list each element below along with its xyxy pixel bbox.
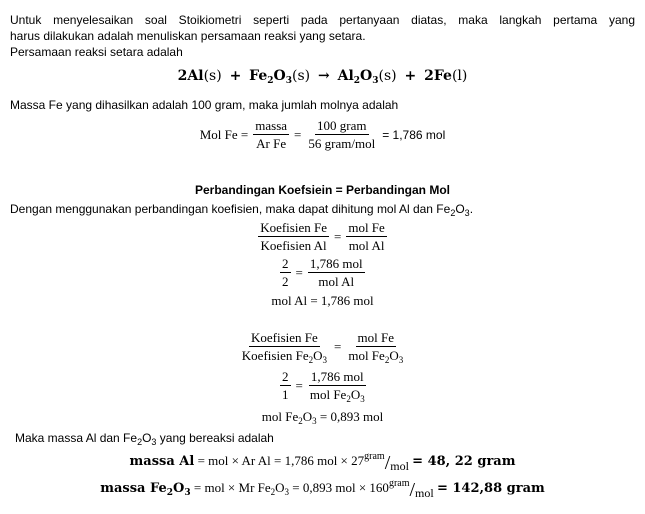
mol-fe-equation: Mol Fe = $\frac{\text{massa}}{\text{Ar Fe}}$ = $\frac{\text{100 gram}}{\text{56 gram/mol}}$ = 1,786 mol bbox=[199, 118, 446, 151]
massa-fe2o3-equation: massa $Fe_2O_3$ = mol × Mr $Fe_2O_3 = 0,893$ mol × $160^{gram}/_{mol} = 142,88$ gram bbox=[100, 478, 545, 501]
mass-fe-text: Massa Fe yang dihasilkan adalah 100 gram, maka jumlah molnya adalah bbox=[10, 98, 399, 112]
intro-line-2: harus dilakukan adalah menuliskan persamaan reaksi yang setara. bbox=[10, 29, 366, 43]
maka-text: Maka massa Al dan $Fe_2O_3$ yang bereaksi adalah bbox=[15, 431, 274, 447]
al-ratio-row-2: $\frac{2}{2}$ = $\frac{\text{1,786 mol}}{\text{mol Al}}$ bbox=[282, 256, 363, 289]
fe2o3-result: mol $Fe_2O_3 = 0,893$ mol bbox=[261, 409, 384, 426]
reaction-equation: $2Al(s) + Fe_2O_3(s) \to Al_2O_3(s) + 2Fe(l)$ bbox=[177, 68, 468, 86]
intro-line-3: Persamaan reaksi setara adalah bbox=[10, 45, 183, 59]
fe2o3-ratio-row-2: $\frac{2}{1}$ = $\frac{\text{1,786 mol}}{mol Fe_2O_3}$ bbox=[282, 369, 365, 404]
massa-al-equation: massa Al = mol × Ar Al = 1,786 mol × $27^{gram}/_{mol} = 48$, 22 gram bbox=[129, 451, 516, 474]
fe2o3-ratio-row-1: $\frac{\text{Koefisien Fe}}{Koefisien Fe_2O_3}$ = $\frac{\text{mol Fe}}{mol Fe_2O_3}$ bbox=[241, 330, 404, 365]
dengan-text: Dengan menggunakan perbandingan koefisien, maka dapat dihitung mol Al dan $Fe_2O_3$. bbox=[10, 202, 474, 218]
section-heading: Perbandingan Koefsiein = Perbandingan Mol bbox=[194, 183, 451, 197]
al-ratio-row-1: $\frac{\text{Koefisien Fe}}{\text{Koefisien Al}}$ = $\frac{\text{mol Fe}}{\text{mol Al}}$ bbox=[260, 220, 385, 253]
intro-line-1: Untuk menyelesaikan soal Stoikiometri seperti pada pertanyaan diatas, maka langkah pertama yang bbox=[10, 13, 635, 27]
al-result: mol Al = 1,786 mol bbox=[271, 293, 374, 308]
